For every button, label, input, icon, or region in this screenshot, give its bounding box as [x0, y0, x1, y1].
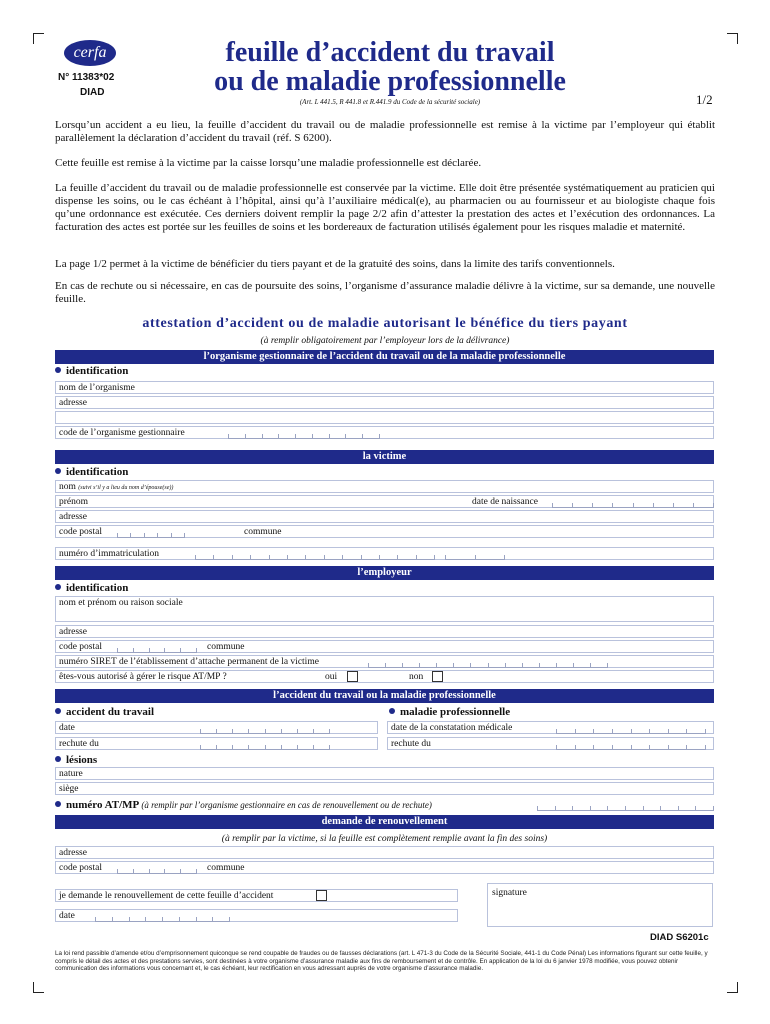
- field-label: nom et prénom ou raison sociale: [59, 598, 183, 608]
- signature-label: signature: [492, 888, 527, 898]
- accident-date-combs[interactable]: [200, 721, 330, 734]
- non-label: non: [409, 672, 424, 682]
- renouvellement-checkbox[interactable]: [316, 890, 327, 901]
- victime-immatriculation-key-combs[interactable]: [445, 547, 505, 560]
- intro-paragraph-1: Lorsqu’un accident a eu lieu, la feuille d’accident du travail ou de maladie professionnelle est remise à la victime par l’employeur qui établit parallèlement la déclaration d’accident du travail (réf. S 6200).: [55, 119, 715, 144]
- bullet-icon: [55, 367, 61, 373]
- form-number: N° 11383*02: [58, 72, 115, 83]
- field-label: code de l’organisme gestionnaire: [59, 428, 185, 438]
- section-bar-renouvellement: demande de renouvellement: [55, 815, 714, 829]
- field-label: [59, 481, 173, 494]
- field-label: adresse: [59, 398, 87, 408]
- maladie-professionnelle-heading: [389, 706, 510, 718]
- section-bar-organisme: l’organisme gestionnaire de l’accident du travail ou de la maladie professionnelle: [55, 350, 714, 364]
- field-label: siège: [59, 784, 79, 794]
- heading-label: identification: [66, 365, 129, 377]
- accident-rechute-combs[interactable]: [200, 737, 330, 750]
- numero-atmp-heading: [55, 799, 432, 811]
- victime-address-field[interactable]: [55, 510, 714, 523]
- form-code: DIAD: [80, 87, 105, 98]
- nom-note: (suivi s’il y a lieu du nom d’épouse(se)): [78, 485, 174, 491]
- heading-label: identification: [66, 582, 129, 594]
- employeur-postal-combs[interactable]: [117, 640, 197, 653]
- employeur-address-field[interactable]: [55, 625, 714, 638]
- attestation-subtitle: (à remplir obligatoirement par l’employeur lors de la délivrance): [260, 336, 510, 346]
- lesions-nature-field[interactable]: [55, 767, 714, 780]
- signature-box[interactable]: [487, 883, 713, 927]
- field-label: nom de l’organisme: [59, 383, 135, 393]
- bullet-icon: [389, 708, 395, 714]
- victime-immatriculation-combs[interactable]: [195, 547, 435, 560]
- legal-footer-text: La loi rend passible d’amende et/ou d’emprisonnement quiconque se rend coupable de fraudes ou de fausses déclarations (art. L 471-3 du Code de la Sécurité Sociale, 441-1 du Code Pénal) Les informations figurant sur cette feuille, y compris le détail des actes et des prestations servies, sont destinées à votre organisme d’assurance maladie aux fins de remboursement et de contrôle. En application de la loi du 6 janvier 1978 modifiée, vous pouvez obtenir communication des informations vous concernant et, le cas échéant, leur rectification en vous adressant auprès de votre organisme d’assurance maladie.: [55, 950, 708, 973]
- field-label: code postal: [59, 642, 103, 652]
- field-label: numéro d’immatriculation: [59, 549, 159, 559]
- renouvellement-date-combs[interactable]: [95, 909, 230, 922]
- employeur-siret-combs[interactable]: [368, 655, 608, 668]
- page-number: 1/2: [696, 92, 713, 107]
- organisme-address-field-2[interactable]: [55, 411, 714, 424]
- victime-identification-heading: [55, 466, 128, 478]
- heading-label: identification: [66, 466, 129, 478]
- numero-atmp-combs[interactable]: [537, 798, 714, 811]
- bullet-icon: [55, 801, 61, 807]
- intro-paragraph-3: La feuille d’accident du travail ou de maladie professionnelle est conservée par la victime. Elle doit être présentée systématiquement au praticien qui dispense les soins, ou le cas échéant à l’hôpital, ainsi qu’à l’auxiliaire médical(e), au pharmacien ou au fournisseur et au biologiste chaque fois qu’une ordonnance est exécutée. Ces derniers doivent remplir la page 2/2 afin d’attester la prestation des actes et l’exécution des ordonnances. La facturation des actes est portée sur les feuilles de soins et les bordereaux de facturation utilisés également pour les risques maladie et maternité.: [55, 182, 715, 233]
- form-number-block: [58, 70, 114, 100]
- bullet-icon: [55, 584, 61, 590]
- oui-checkbox[interactable]: [347, 671, 358, 682]
- field-label: date de la constatation médicale: [391, 723, 513, 733]
- organisme-code-field[interactable]: [55, 426, 714, 439]
- field-label: adresse: [59, 848, 87, 858]
- nom-label: nom: [59, 482, 76, 492]
- field-label: date: [59, 911, 75, 921]
- section-bar-employeur: l’employeur: [55, 566, 714, 580]
- heading-label: numéro AT/MP: [66, 799, 139, 811]
- crop-mark-top-right: [727, 33, 738, 44]
- page-title: [180, 38, 600, 96]
- non-checkbox[interactable]: [432, 671, 443, 682]
- victime-name-field[interactable]: [55, 480, 714, 493]
- heading-label: lésions: [66, 754, 98, 766]
- organisme-address-field[interactable]: [55, 396, 714, 409]
- bullet-icon: [55, 756, 61, 762]
- field-label: rechute du: [391, 739, 431, 749]
- employeur-name-field[interactable]: [55, 596, 714, 622]
- form-footer-code: DIAD S6201c: [650, 932, 709, 943]
- crop-mark-bottom-left: [33, 982, 44, 993]
- employeur-risque-field: [55, 670, 714, 683]
- title-line-1: feuille d’accident du travail: [225, 37, 555, 68]
- constatation-date-combs[interactable]: [556, 721, 706, 734]
- cerfa-logo: cerfa: [64, 40, 116, 66]
- section-bar-accident: l’accident du travail ou la maladie professionnelle: [55, 689, 714, 703]
- accident-travail-heading: [55, 706, 154, 718]
- bullet-icon: [55, 468, 61, 474]
- field-label: nature: [59, 769, 83, 779]
- field-label: code postal: [59, 863, 103, 873]
- renouvellement-commune-label: commune: [207, 863, 245, 873]
- crop-mark-top-left: [33, 33, 44, 44]
- field-label: êtes-vous autorisé à gérer le risque AT/MP ?: [59, 672, 227, 682]
- field-label: prénom: [59, 497, 89, 507]
- intro-paragraph-4: La page 1/2 permet à la victime de bénéficier du tiers payant et de la gratuité des soins, dans la limite des tarifs conventionnels.: [55, 258, 615, 270]
- bullet-icon: [55, 708, 61, 714]
- crop-mark-bottom-right: [727, 982, 738, 993]
- oui-label: oui: [325, 672, 338, 682]
- field-label: numéro SIRET de l’établissement d’attache permanent de la victime: [59, 657, 319, 667]
- organisme-identification-heading: [55, 365, 128, 377]
- heading-label: accident du travail: [66, 706, 154, 718]
- victime-birthdate-label: date de naissance: [472, 497, 538, 507]
- attestation-title: attestation d’accident ou de maladie autorisant le bénéfice du tiers payant: [142, 316, 628, 331]
- intro-paragraph-5: En cas de rechute ou si nécessaire, en cas de poursuite des soins, l’organisme d’assurance maladie délivre à la victime, sur sa demande, une nouvelle feuille.: [55, 280, 715, 305]
- field-label: code postal: [59, 527, 103, 537]
- victime-postal-combs[interactable]: [117, 525, 185, 538]
- lesions-siege-field[interactable]: [55, 782, 714, 795]
- field-label: rechute du: [59, 739, 99, 749]
- section-bar-victime: la victime: [55, 450, 714, 464]
- lesions-heading: [55, 754, 97, 766]
- field-label: adresse: [59, 627, 87, 637]
- organisme-code-combs[interactable]: [228, 426, 380, 439]
- renouvellement-postal-combs[interactable]: [117, 861, 197, 874]
- victime-commune-label: commune: [244, 527, 282, 537]
- employeur-commune-label: commune: [207, 642, 245, 652]
- maladie-rechute-combs[interactable]: [556, 737, 706, 750]
- renouvellement-address-field[interactable]: [55, 846, 714, 859]
- field-label: adresse: [59, 512, 87, 522]
- intro-paragraph-2: Cette feuille est remise à la victime par la caisse lorsqu’une maladie professionnelle est déclarée.: [55, 157, 482, 169]
- title-line-2: ou de maladie professionnelle: [214, 66, 566, 97]
- organisme-name-field[interactable]: [55, 381, 714, 394]
- numero-note: (à remplir par l’organisme gestionnaire en cas de renouvellement ou de rechute): [141, 800, 432, 810]
- heading-label: maladie professionnelle: [400, 706, 511, 718]
- field-label: date: [59, 723, 75, 733]
- victime-birthdate-combs[interactable]: [552, 495, 714, 508]
- legal-reference: (Art. L 441.5, R 441.8 et R.441.9 du Code de la sécurité sociale): [299, 98, 481, 106]
- renouvellement-request-field: [55, 889, 458, 902]
- field-label: je demande le renouvellement de cette feuille d’accident: [59, 891, 274, 901]
- renouvellement-subtitle: (à remplir par la victime, si la feuille est complètement remplie avant la fin des soins): [221, 834, 548, 844]
- employeur-identification-heading: [55, 582, 128, 594]
